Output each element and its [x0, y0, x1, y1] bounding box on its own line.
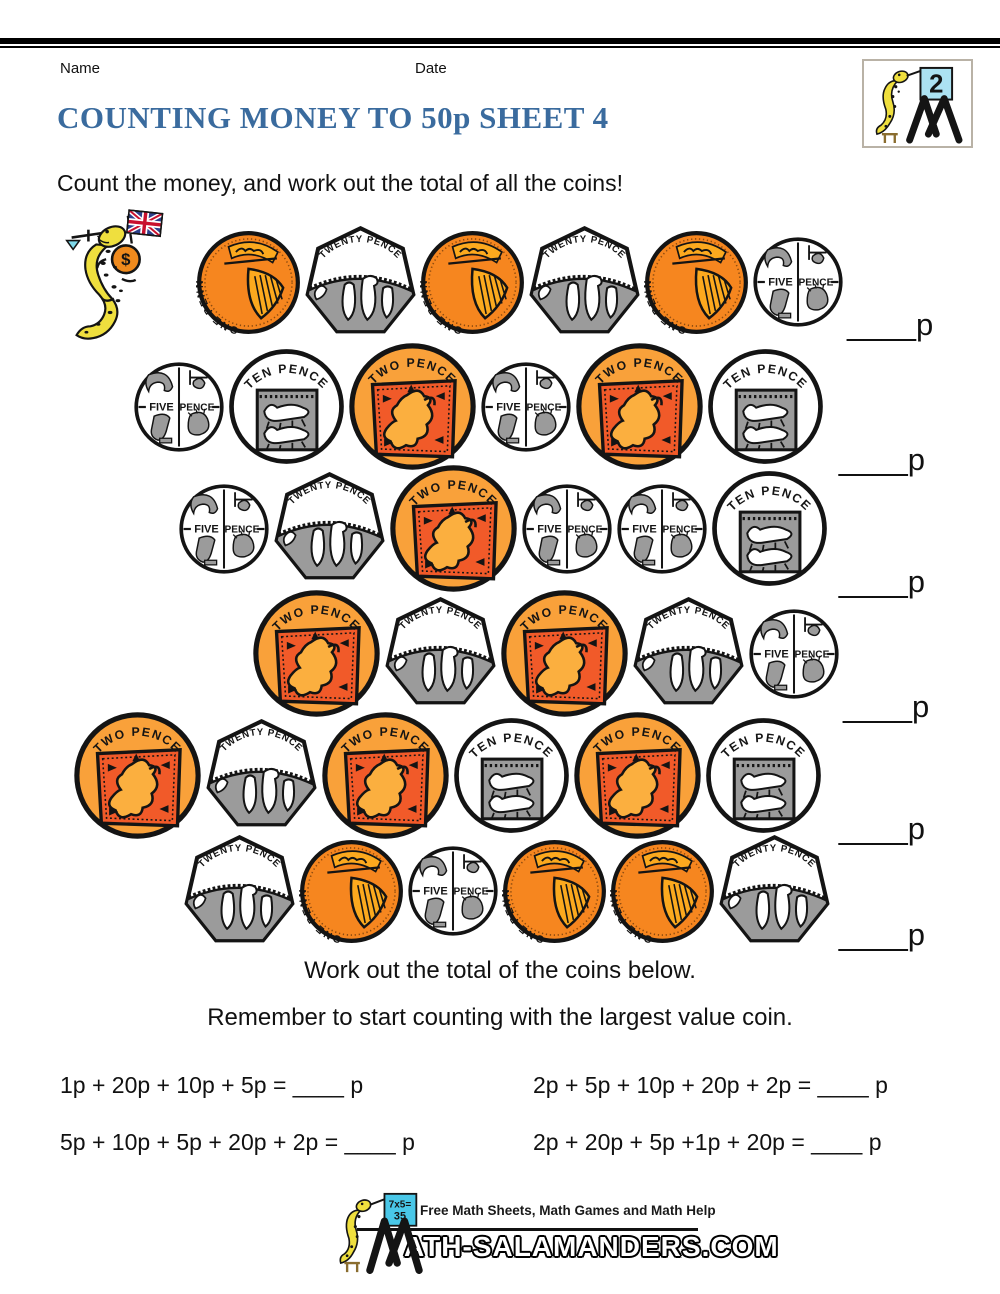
top-divider-thin-line	[0, 46, 1000, 48]
coin-5p	[480, 361, 572, 453]
coin-20p	[528, 226, 641, 339]
sheet-level-badge	[862, 59, 973, 148]
instruction-text: Count the money, and work out the total of all the coins!	[57, 170, 623, 196]
coin-20p	[273, 472, 386, 585]
coin-10p	[705, 717, 822, 834]
coin-5p	[407, 845, 499, 937]
coin-row-3	[178, 464, 925, 599]
coin-1p	[420, 230, 525, 335]
coin-row-1	[196, 228, 934, 342]
coin-row-4	[252, 589, 930, 724]
board-line-1: 7x5=	[388, 1199, 412, 1211]
footer-site-name[interactable]: ATH-SALAMANDERS.COM	[404, 1231, 779, 1262]
work-instruction-line-2: Remember to start counting with the largest value coin.	[207, 1004, 793, 1031]
equations-section	[60, 1072, 888, 1156]
coin-2p	[389, 464, 518, 593]
coin-20p	[205, 719, 318, 832]
answer-blank[interactable]: ____p	[838, 811, 925, 846]
coin-row-2	[133, 342, 925, 477]
coin-1p	[299, 839, 404, 944]
equation-4[interactable]: 2p + 20p + 5p +1p + 20p = ____ p	[533, 1129, 882, 1155]
coin-2p	[73, 711, 202, 840]
coin-10p	[707, 348, 824, 465]
coin-20p	[384, 597, 497, 710]
badge-number: 2	[929, 70, 944, 99]
equation-1[interactable]: 1p + 20p + 10p + 5p = ____ p	[60, 1072, 364, 1098]
equation-3[interactable]: 5p + 10p + 5p + 20p + 2p = ____ p	[60, 1129, 415, 1155]
footer-salamander-logo-icon	[328, 1186, 430, 1280]
salamander-badge-icon	[864, 61, 971, 146]
coin-10p	[228, 348, 345, 465]
coin-5p	[178, 483, 270, 575]
coin-2p	[575, 342, 704, 471]
coin-2p	[252, 589, 381, 718]
coin-2p	[500, 589, 629, 718]
coin-1p	[502, 839, 607, 944]
money-bag-symbol: $	[121, 250, 131, 270]
date-label: Date	[415, 60, 447, 77]
page-title: COUNTING MONEY TO 50p SHEET 4	[57, 100, 609, 135]
coin-20p	[183, 835, 296, 948]
answer-blank[interactable]: ____p	[843, 689, 930, 724]
answer-blank[interactable]: ____p	[838, 442, 925, 477]
top-divider-thick-line	[0, 38, 1000, 44]
coin-row-6	[183, 836, 925, 952]
answer-blank[interactable]: ____p	[838, 917, 925, 952]
name-label: Name	[60, 60, 101, 77]
salamander-mascot-icon	[64, 208, 168, 346]
coin-1p	[196, 230, 301, 335]
coin-10p	[711, 470, 828, 587]
coin-5p	[133, 361, 225, 453]
board-line-2: 35	[393, 1210, 407, 1223]
answer-blank[interactable]: ____p	[838, 564, 925, 599]
footer-tagline: Free Math Sheets, Math Games and Math Help	[420, 1203, 716, 1218]
footer	[0, 1186, 1000, 1290]
answer-blank[interactable]: ____p	[847, 307, 934, 342]
coin-row-5	[73, 711, 925, 846]
coin-1p	[644, 230, 749, 335]
coin-10p	[453, 717, 570, 834]
coin-2p	[573, 711, 702, 840]
coin-20p	[632, 597, 745, 710]
coin-20p	[718, 835, 831, 948]
coin-5p	[521, 483, 613, 575]
equation-2[interactable]: 2p + 5p + 10p + 20p + 2p = ____ p	[533, 1072, 888, 1098]
coin-5p	[752, 236, 844, 328]
work-instruction-line-1: Work out the total of the coins below.	[304, 957, 696, 984]
coin-1p	[610, 839, 715, 944]
coin-5p	[748, 608, 840, 700]
coin-2p	[348, 342, 477, 471]
coin-5p	[616, 483, 708, 575]
coin-2p	[321, 711, 450, 840]
coin-20p	[304, 226, 417, 339]
top-divider	[0, 38, 1000, 48]
